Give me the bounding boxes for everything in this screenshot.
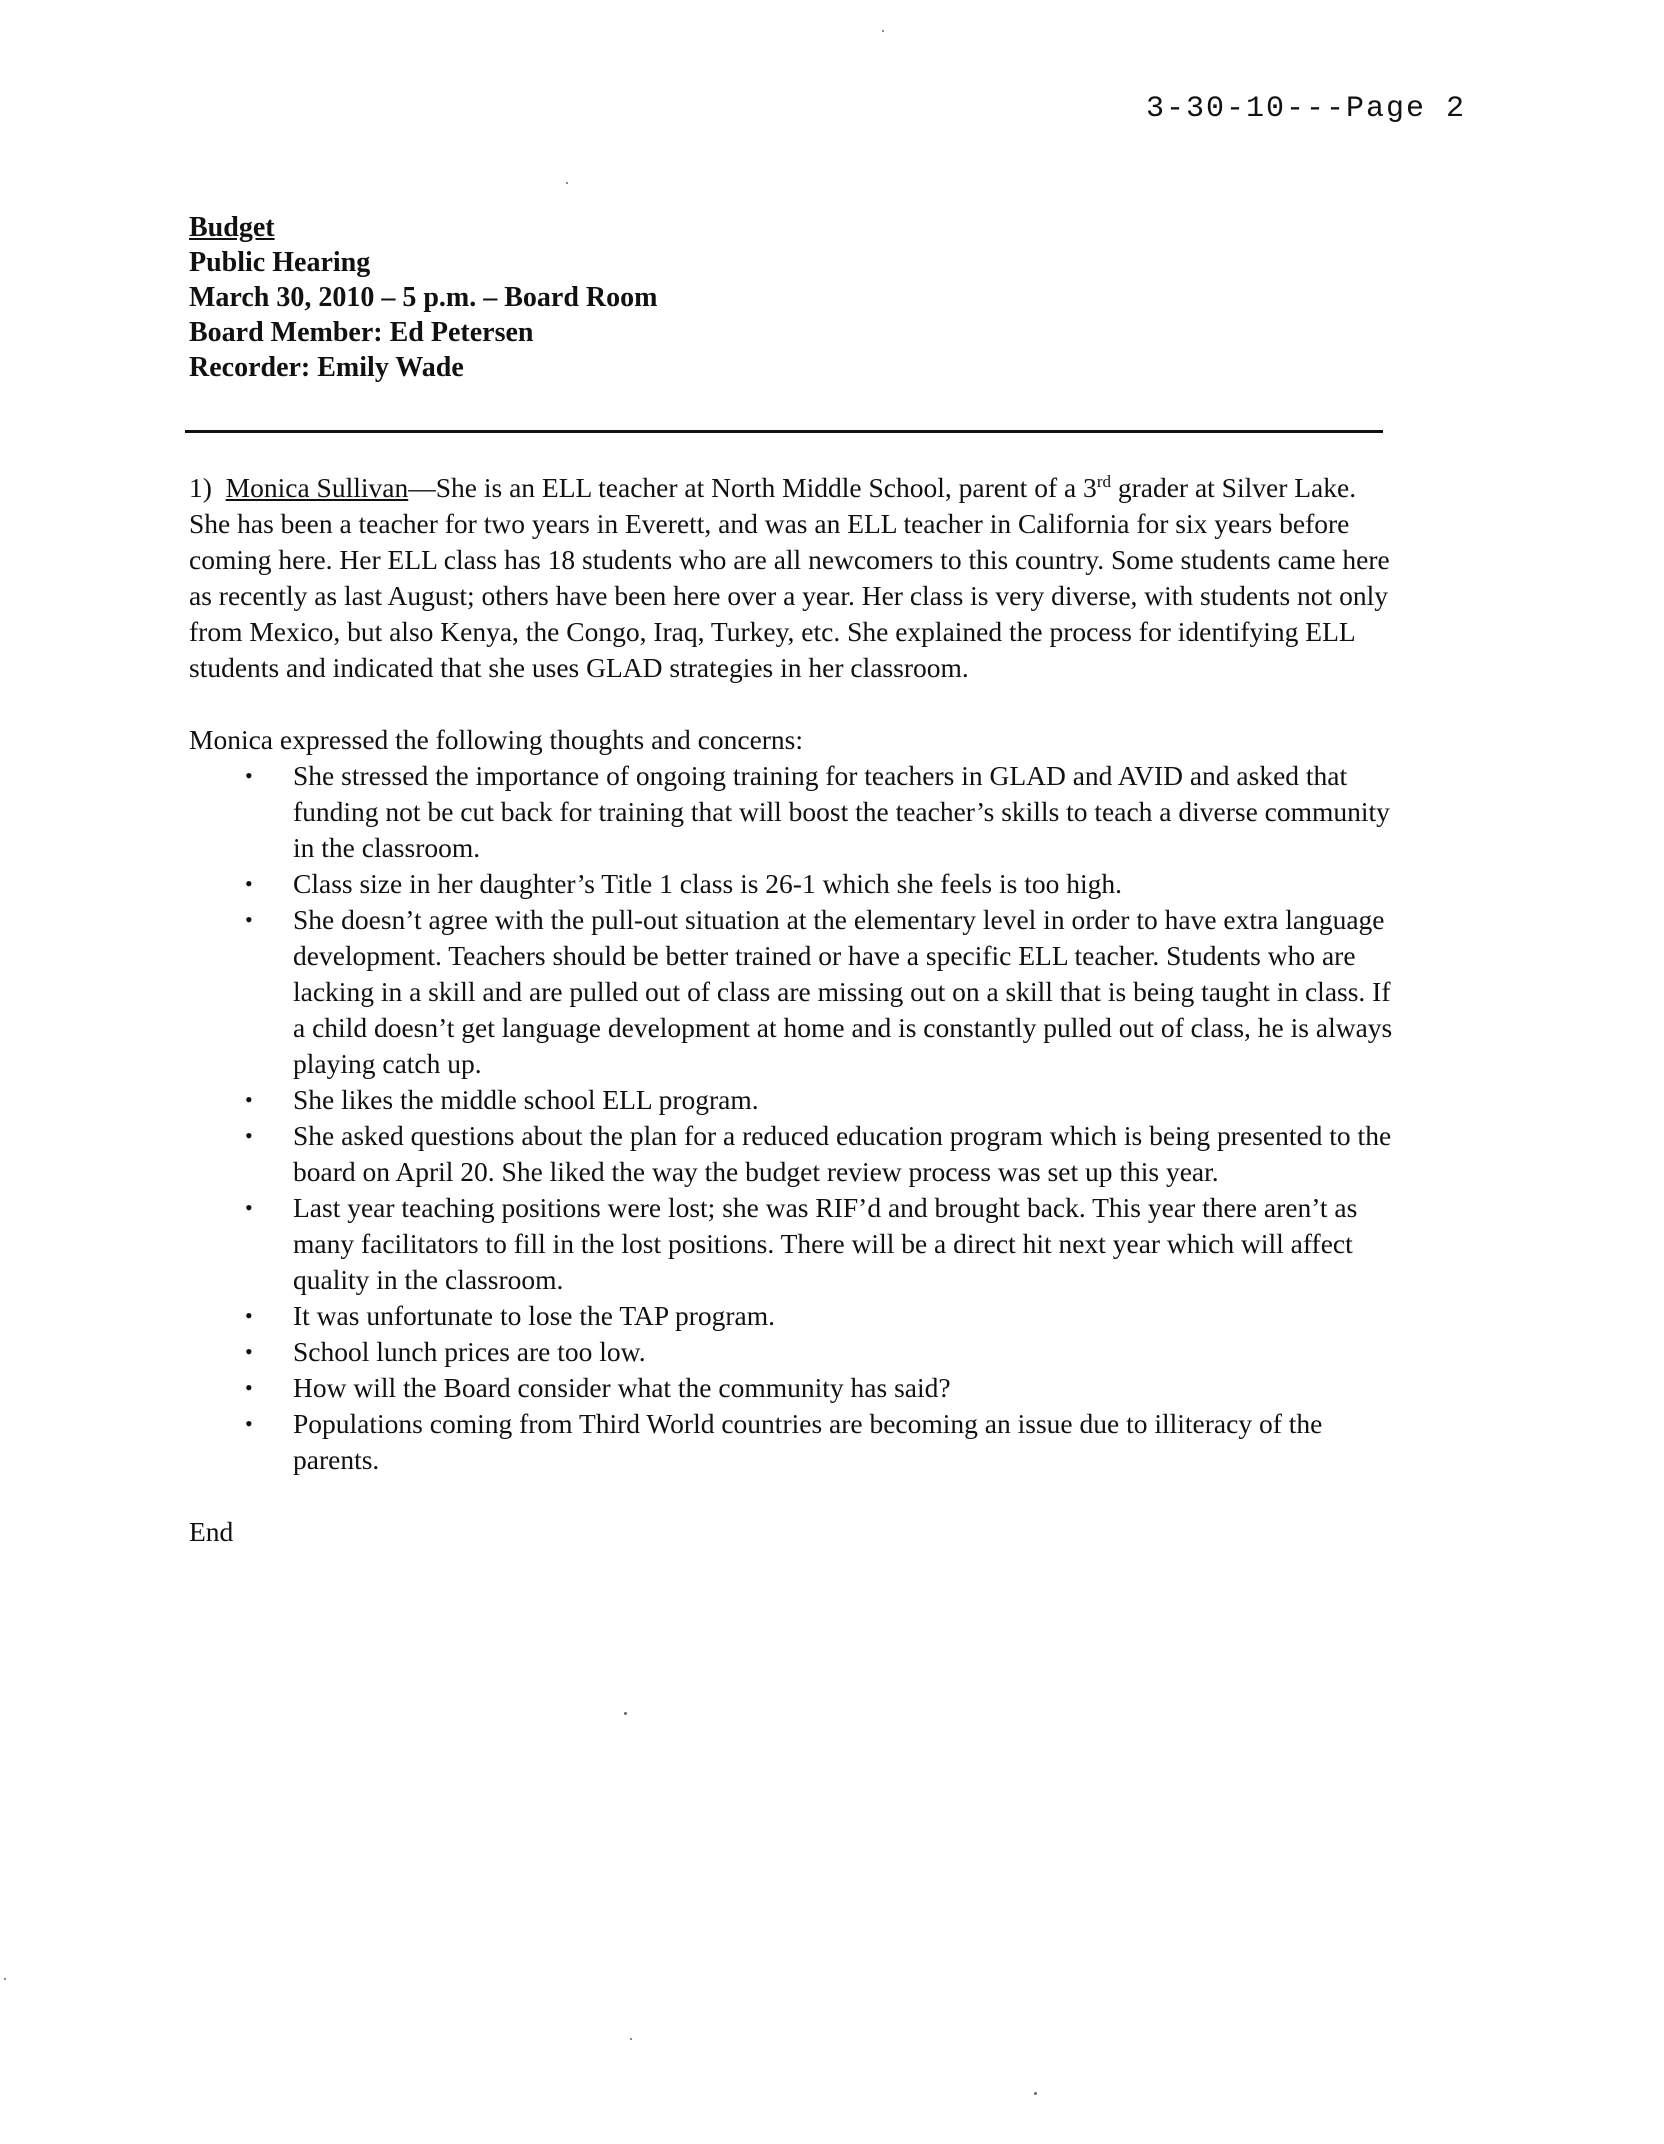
header-divider: [185, 430, 1383, 433]
bullet-icon: •: [245, 871, 253, 896]
concerns-intro: Monica expressed the following thoughts and concerns:: [189, 724, 804, 755]
list-item-text: She doesn’t agree with the pull-out situation at the elementary level in order to have extra language development. Teachers should be better trained or have a specific ELL teacher. Students who are lacking in a skill and are pulled out of class are missing out on a skill that is being taught in class. If a child doesn’t get language development at home and is constantly pulled out of class, he is always playing catch up.: [293, 904, 1393, 1079]
list-item: [245, 1298, 1399, 1334]
end-marker: End: [189, 1516, 234, 1547]
bullet-icon: •: [245, 1303, 253, 1328]
list-item-text: She asked questions about the plan for a reduced education program which is being presented to the board on April 20. She liked the way the budget review process was set up this year.: [293, 1120, 1392, 1187]
speaker-entry: [189, 470, 1399, 686]
list-item: [245, 1190, 1399, 1298]
list-item: [245, 758, 1399, 866]
bullet-icon: •: [245, 763, 253, 788]
entry-text-part-1: —She is an ELL teacher at North Middle School, parent of a 3: [408, 472, 1097, 503]
scan-speck: [630, 2038, 632, 2040]
list-item-text: It was unfortunate to lose the TAP program.: [293, 1300, 776, 1331]
speaker-name: Monica Sullivan: [225, 472, 409, 503]
board-member-line: Board Member: Ed Petersen: [189, 317, 534, 348]
list-item: [245, 902, 1399, 1082]
list-item-text: Populations coming from Third World countries are becoming an issue due to illiteracy of the parents.: [293, 1408, 1323, 1475]
concerns-list: [189, 758, 1399, 1478]
scan-speck: [624, 1712, 627, 1715]
list-item-text: She likes the middle school ELL program.: [293, 1084, 759, 1115]
ordinal-suffix: rd: [1096, 471, 1111, 491]
list-item-text: School lunch prices are too low.: [293, 1336, 646, 1367]
bullet-icon: •: [245, 1123, 253, 1148]
recorder-line: Recorder: Emily Wade: [189, 352, 464, 383]
list-item-text: Class size in her daughter’s Title 1 class is 26-1 which she feels is too high.: [293, 868, 1122, 899]
list-item-text: She stressed the importance of ongoing training for teachers in GLAD and AVID and asked that funding not be cut back for training that will boost the teacher’s skills to teach a diverse community in the classroom.: [293, 760, 1390, 863]
bullet-icon: •: [245, 1339, 253, 1364]
list-item: [245, 1370, 1399, 1406]
bullet-icon: •: [245, 1411, 253, 1436]
list-item: [245, 1334, 1399, 1370]
page-number: 3-30-10---Page 2: [1146, 92, 1467, 126]
list-item: [245, 1406, 1399, 1478]
document-header: [189, 210, 657, 385]
list-item: [245, 1118, 1399, 1190]
meeting-date-line: March 30, 2010 – 5 p.m. – Board Room: [189, 282, 658, 313]
bullet-icon: •: [245, 1375, 253, 1400]
scan-speck: [882, 30, 884, 32]
scan-speck: [4, 1978, 6, 1980]
bullet-icon: •: [245, 907, 253, 932]
scan-speck: [566, 182, 568, 184]
bullet-icon: •: [245, 1087, 253, 1112]
list-item: [245, 866, 1399, 902]
document-subtitle: Public Hearing: [189, 247, 371, 278]
bullet-icon: •: [245, 1195, 253, 1220]
list-item-text: Last year teaching positions were lost; she was RIF’d and brought back. This year there aren’t as many facilitators to fill in the lost positions. There will be a direct hit next year which will affect quality in the classroom.: [293, 1192, 1358, 1295]
document-title: Budget: [189, 212, 275, 243]
entry-text-part-2: grader at Silver Lake. She has been a teacher for two years in Everett, and was an ELL teacher in California for six years before coming here. Her ELL class has 18 students who are all newcomers to this country. Some students came here as recently as last August; others have been here over a year. Her class is very diverse, with students not only from Mexico, but also Kenya, the Congo, Iraq, Turkey, etc. She explained the process for identifying ELL students and indicated that she uses GLAD strategies in her classroom.: [189, 472, 1390, 683]
minutes-body: [189, 470, 1399, 1550]
list-item-text: How will the Board consider what the community has said?: [293, 1372, 951, 1403]
entry-number: 1): [189, 472, 212, 503]
scan-speck: [1034, 2092, 1037, 2095]
list-item: [245, 1082, 1399, 1118]
